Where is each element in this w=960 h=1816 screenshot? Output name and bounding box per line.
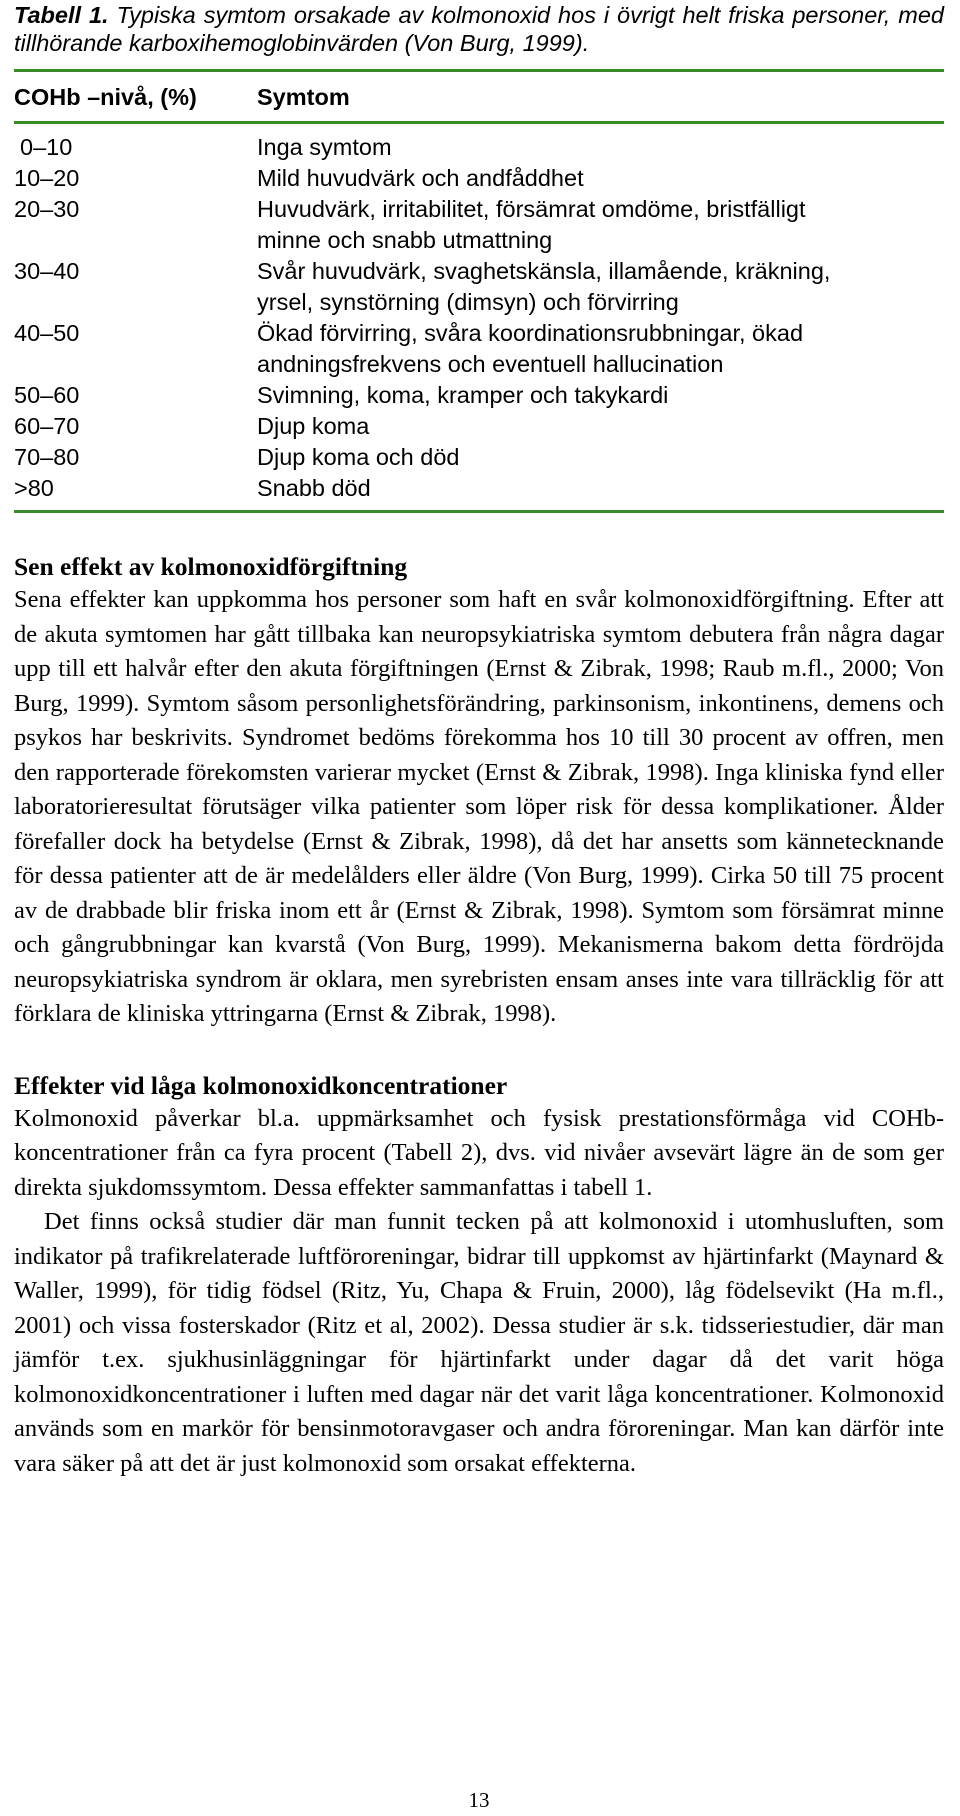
table-row xyxy=(14,256,944,318)
cell-level: 60–70 xyxy=(14,413,80,439)
table-row xyxy=(14,380,944,411)
section-heading: Effekter vid låga kolmonoxidkoncentrationer xyxy=(14,1070,508,1100)
table-row xyxy=(14,442,944,473)
table-bottom-rule xyxy=(14,510,944,513)
table-caption xyxy=(14,1,944,57)
table-row xyxy=(14,411,944,442)
cell-level: 40–50 xyxy=(14,320,80,346)
table-row xyxy=(14,132,944,163)
cell-symptom: Svimning, koma, kramper och takykardi xyxy=(257,382,669,408)
table-row xyxy=(14,473,944,504)
page-number: 13 xyxy=(468,1788,490,1812)
header-symptom: Symtom xyxy=(257,84,350,110)
table-header-row xyxy=(14,72,944,121)
table-row xyxy=(14,163,944,194)
cell-level: 0–10 xyxy=(20,134,73,160)
section-low-concentrations xyxy=(14,1070,944,1482)
section-paragraph: Kolmonoxid påverkar bl.a. uppmärksamhet och fysisk prestationsförmåga vid COHb-koncentrationer från ca fyra procent (Tabell 2), dvs. vid nivåer avsevärt lägre än de som ger direkta sjukdomssymtom. Dessa effekter sammanfattas i tabell 1. xyxy=(14,1104,944,1201)
cell-symptom-line1: Svår huvudvärk, svaghetskänsla, illamående, kräkning, xyxy=(257,258,831,284)
cell-symptom: Mild huvudvärk och andfåddhet xyxy=(257,165,584,191)
cell-symptom-line2: andningsfrekvens och eventuell hallucination xyxy=(257,351,724,377)
cell-level: 30–40 xyxy=(14,258,80,284)
cell-level: 20–30 xyxy=(14,196,80,222)
cell-level: 50–60 xyxy=(14,382,80,408)
table-caption-text: Typiska symtom orsakade av kolmonoxid hos i övrigt helt friska personer, med tillhörande karboxihemoglobinvärden (Von Burg, 1999). xyxy=(14,2,944,56)
section-heading: Sen effekt av kolmonoxidförgiftning xyxy=(14,552,408,581)
table-row xyxy=(14,318,944,380)
cell-symptom-line1: Huvudvärk, irritabilitet, försämrat omdöme, bristfälligt xyxy=(257,196,806,222)
cell-symptom xyxy=(257,318,944,380)
cell-symptom: Djup koma xyxy=(257,413,370,439)
section-paragraph: Det finns också studier där man funnit tecken på att kolmonoxid i utomhusluften, som indikator på trafikrelaterade luftföroreningar, bidrar till uppkomst av hjärtinfarkt (Maynard & Waller, 1999), för tidig födsel (Ritz, Yu, Chapa & Fruin, 2000), låg födelsevikt (Ha m.fl., 2001) och vissa fosterskador (Ritz et al, 2002). Dessa studier är s.k. tidsseriestudier, där man jämför t.ex. sjukhusinläggningar för hjärtinfarkt under dagar då det varit höga kolmonoxidkoncentrationer i luften med dagar när det varit låga koncentrationer. Kolmonoxid används som en markör för bensinmotoravgaser och andra föroreningar. Man kan därför inte vara säker på att det är just kolmonoxid som orsakat effekterna. xyxy=(14,1208,944,1477)
cell-level: >80 xyxy=(14,475,54,501)
document-page xyxy=(14,0,944,1816)
header-cohb-level: COHb –nivå, (%) xyxy=(14,84,197,110)
cell-symptom: Snabb död xyxy=(257,475,371,501)
cell-symptom-line2: yrsel, synstörning (dimsyn) och förvirring xyxy=(257,289,679,315)
table-caption-label: Tabell 1. xyxy=(14,2,109,28)
cell-symptom-line2: minne och snabb utmattning xyxy=(257,227,553,253)
cell-symptom xyxy=(257,256,944,318)
cell-symptom xyxy=(257,194,944,256)
symptom-table xyxy=(14,72,944,513)
section-late-effects xyxy=(14,551,944,1032)
section-paragraph: Sena effekter kan uppkomma hos personer som haft en svår kolmonoxidförgiftning. Efter att de akuta symtomen har gått tillbaka kan neuropsykiatriska symtom debutera från några dagar upp till ett halvår efter den akuta förgiftningen (Ernst & Zibrak, 1998; Raub m.fl., 2000; Von Burg, 1999). Symtom såsom personlighetsförändring, parkinsonism, inkontinens, demens och psykos har beskrivits. Syndromet bedöms förekomma hos 10 till 30 procent av offren, men den rapporterade förekomsten varierar mycket (Ernst & Zibrak, 1998). Inga kliniska fynd eller laboratorieresultat förutsäger vilka patienter som löper risk för dessa komplikationer. Ålder förefaller dock ha betydelse (Ernst & Zibrak, 1998), då det har ansetts som kännetecknande för dessa patienter att de är medelålders eller äldre (Von Burg, 1999). Cirka 50 till 75 procent av de drabbade blir friska inom ett år (Ernst & Zibrak, 1998). Symtom som försämrat minne och gångrubbningar kan kvarstå (Von Burg, 1999). Mekanismerna bakom detta fördröjda neuropsykiatriska syndrom är oklara, men syrebristen ensam anses inte vara tillräcklig för att förklara de kliniska yttringarna (Ernst & Zibrak, 1998). xyxy=(14,586,944,1027)
cell-symptom-line1: Ökad förvirring, svåra koordinationsrubbningar, ökad xyxy=(257,320,804,346)
table-row xyxy=(14,194,944,256)
cell-symptom: Djup koma och död xyxy=(257,444,460,470)
table-body xyxy=(14,124,944,510)
cell-symptom: Inga symtom xyxy=(257,134,392,160)
cell-level: 10–20 xyxy=(14,165,80,191)
cell-level: 70–80 xyxy=(14,444,80,470)
